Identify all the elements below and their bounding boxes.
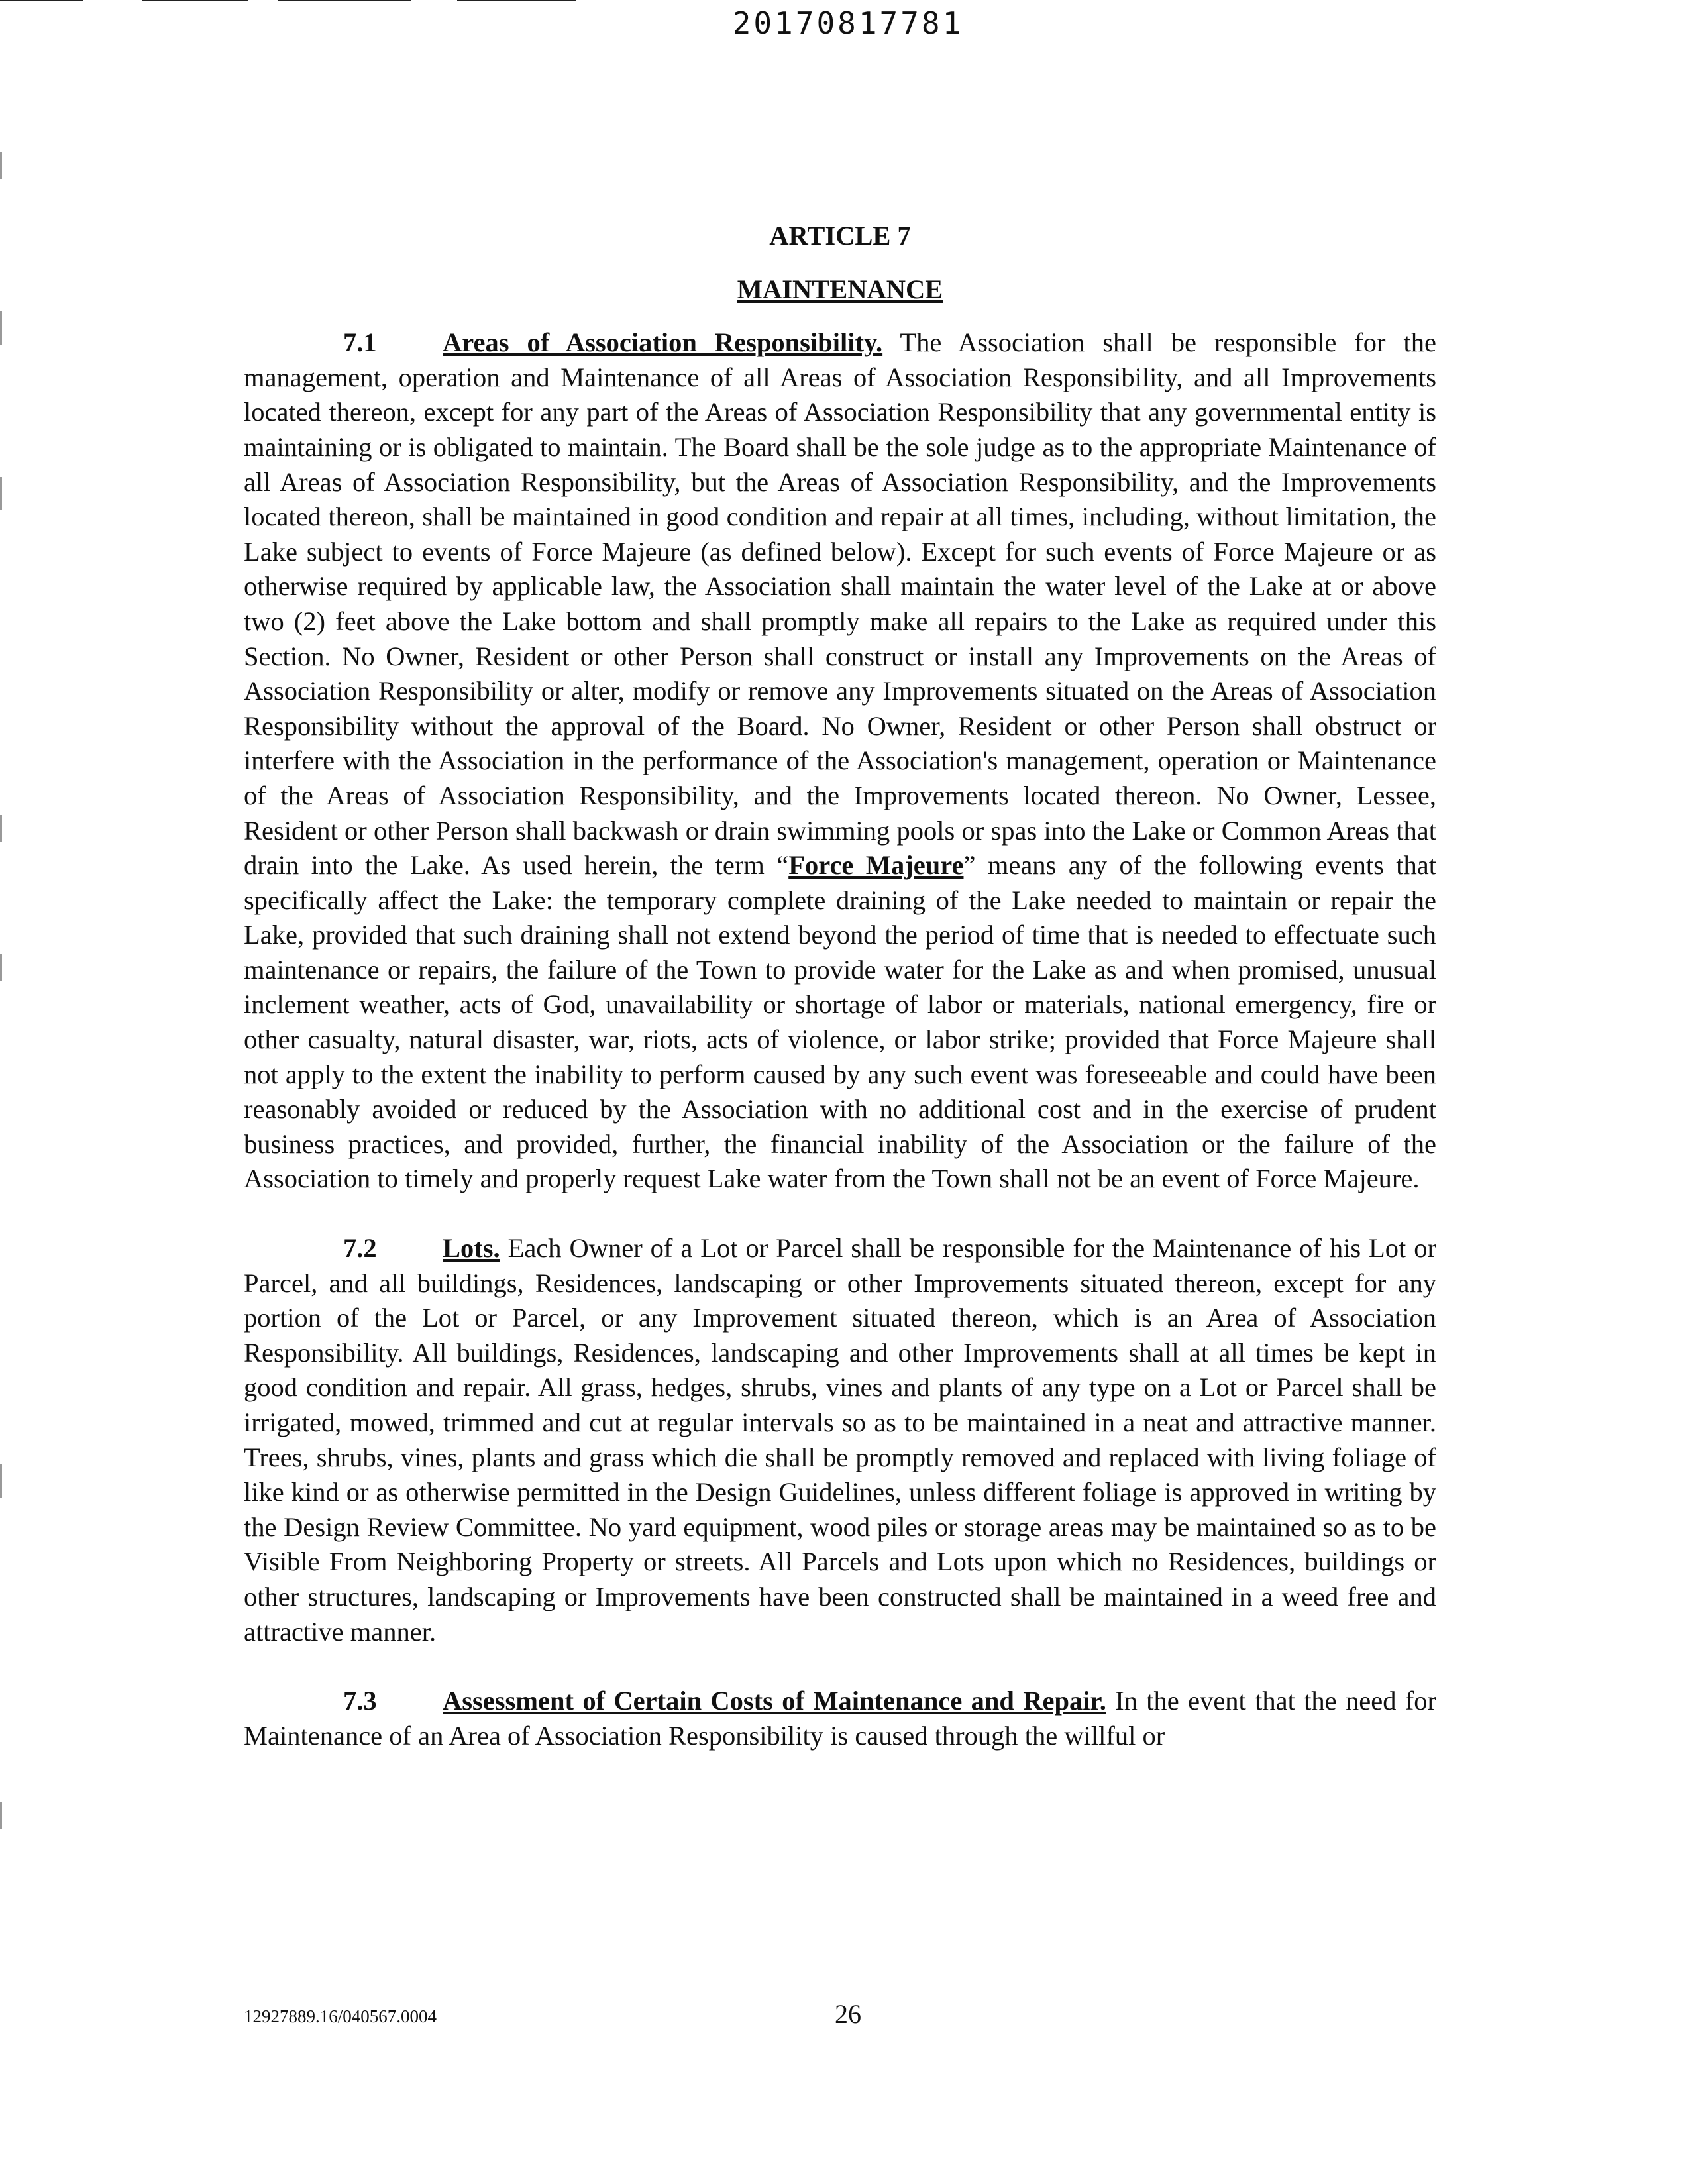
section-7-2 [244,1231,1436,1649]
scan-edge-line [457,0,576,1]
document-body [244,219,1436,1788]
scan-edge-mark [0,815,2,842]
article-title: MAINTENANCE [737,274,943,304]
section-number: 7.3 [343,1686,377,1716]
recording-number: 20170817781 [732,5,964,41]
section-text: In the event that the need for Maintenance of an Area of Association Responsibility is caused through the willful or [244,1686,1436,1751]
scan-edge-line [278,0,411,1]
scan-edge-line [142,0,248,1]
section-text-continued: ” means any of the following events that specifically affect the Lake: the temporary complete draining of the Lake needed to maintain or repair the Lake, provided that such draining shall not extend beyond the period of time that is needed to effectuate such maintenance or repairs, the failure of the Town to provide water for the Lake as and when promised, unusual inclement weather, acts of God, unavailability or shortage of labor or materials, national emergency, fire or other casualty, natural disaster, war, riots, acts of violence, or labor strike; provided that Force Majeure shall not apply to the extent the inability to perform caused by any such event was foreseeable and could have been reasonably avoided or reduced by the Association with no additional cost and in the exercise of prudent business practices, and provided, further, the financial inability of the Association or the failure of the Association to timely and properly request Lake water from the Town shall not be an event of Force Majeure. [244,850,1436,1194]
scan-edge-mark [0,1802,2,1829]
section-7-3 [244,1684,1436,1753]
scan-edge-mark [0,954,2,981]
section-heading: Lots. [443,1233,500,1264]
section-number: 7.2 [343,1233,377,1264]
article-label: ARTICLE 7 [769,221,911,250]
scan-edge-line [0,0,83,1]
page-number: 26 [835,1999,861,2029]
section-7-1 [244,325,1436,1197]
defined-term: Force Majeure [788,850,964,881]
section-text: The Association shall be responsible for the management, operation and Maintenance of all Areas of Association Responsibility, and all Improvements located thereon, except for any part of the Areas of Association Responsibility that any governmental entity is maintaining or is obligated to maintain. The Board shall be the sole judge as to the appropriate Maintenance of all Areas of Association Responsibility, but the Areas of Association Responsibility, and the Improvements located thereon, shall be maintained in good condition and repair at all times, including, without limitation, the Lake subject to events of Force Majeure (as defined below). Except for such events of Force Majeure or as otherwise required by applicable law, the Association shall maintain the water level of the Lake at or above two (2) feet above the Lake bottom and shall promptly make all repairs to the Lake as required under this Section. No Owner, Resident or other Person shall construct or install any Improvements on the Areas of Association Responsibility or alter, modify or remove any Improvements situated on the Areas of Association Responsibility without the approval of the Board. No Owner, Resident or other Person shall obstruct or interfere with the Association in the performance of the Association's management, operation or Maintenance of the Areas of Association Responsibility, and the Improvements located thereon. No Owner, Lessee, Resident or other Person shall backwash or drain swimming pools or spas into the Lake or Common Areas that drain into the Lake. As used herein, the term “ [244,327,1436,881]
footer-document-id: 12927889.16/040567.0004 [244,2006,437,2026]
section-heading: Areas of Association Responsibility. [443,327,883,358]
section-heading: Assessment of Certain Costs of Maintenance and Repair. [443,1686,1106,1716]
section-number: 7.1 [343,327,377,358]
scan-edge-mark [0,311,2,345]
scan-edge-mark [0,1464,2,1498]
section-text: Each Owner of a Lot or Parcel shall be responsible for the Maintenance of his Lot or Parcel, and all buildings, Residences, landscaping or other Improvements situated thereon, except for any portion of the Lot or Parcel, or any Improvement situated thereon, which is an Area of Association Responsibility. All buildings, Residences, landscaping and other Improvements shall at all times be kept in good condition and repair. All grass, hedges, shrubs, vines and plants of any type on a Lot or Parcel shall be irrigated, mowed, trimmed and cut at regular intervals so as to be maintained in a neat and attractive manner. Trees, shrubs, vines, plants and grass which die shall be promptly removed and replaced with living foliage of like kind or as otherwise permitted in the Design Guidelines, unless different foliage is approved in writing by the Design Review Committee. No yard equipment, wood piles or storage areas may be maintained so as to be Visible From Neighboring Property or streets. All Parcels and Lots upon which no Residences, buildings or other structures, landscaping or Improvements have been constructed shall be maintained in a weed free and attractive manner. [244,1233,1436,1647]
scan-edge-mark [0,152,2,179]
scan-edge-mark [0,477,2,510]
